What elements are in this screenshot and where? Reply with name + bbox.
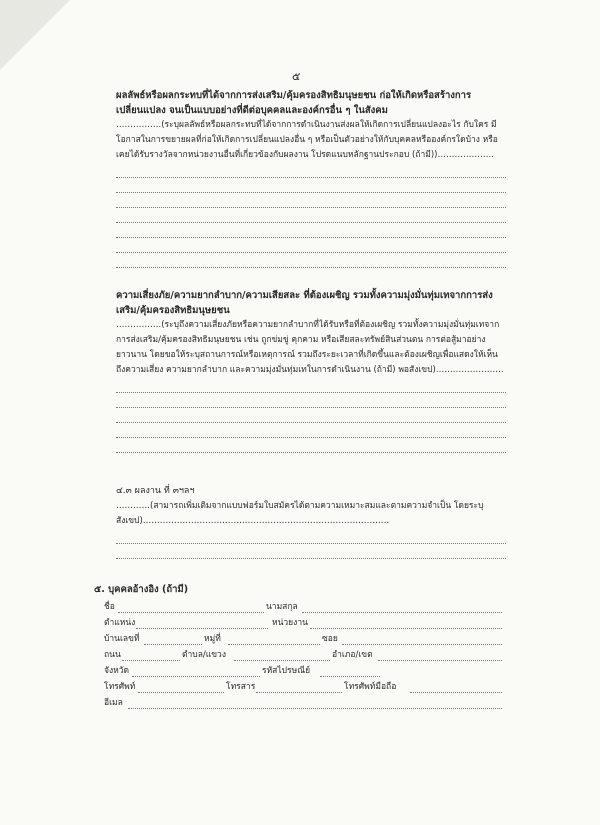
ref-row-name xyxy=(104,599,504,615)
phone-label: โทรศัพท์ xyxy=(104,682,136,692)
road-field[interactable] xyxy=(122,660,180,661)
work-3-heading: ๔.๓ ผลงาน ที่ ๓ฯลฯ xyxy=(116,486,195,496)
answer-line[interactable] xyxy=(116,529,506,544)
answer-line[interactable] xyxy=(116,193,506,208)
postcode-label: รหัสไปรษณีย์ xyxy=(262,666,311,676)
soi-label: ซอย xyxy=(322,634,338,644)
province-field[interactable] xyxy=(132,676,260,677)
ref-row-road xyxy=(104,647,504,663)
mobile-label: โทรศัพท์มือถือ xyxy=(344,682,397,692)
answer-line[interactable] xyxy=(116,178,506,193)
risk-answer-lines xyxy=(116,378,506,453)
fax-label: โทรสาร xyxy=(226,682,256,692)
postcode-field[interactable] xyxy=(320,676,380,677)
ref-row-position xyxy=(104,615,504,631)
moo-label: หมู่ที่ xyxy=(204,634,221,644)
soi-field[interactable] xyxy=(342,644,502,645)
answer-line[interactable] xyxy=(116,393,506,408)
surname-label: นามสกุล xyxy=(266,602,298,612)
risk-heading: ความเสี่ยงภัย/ความยากลำบาก/ความเสียสละ ที่ต้องเผชิญ รวมทั้งความมุ่งมั่นทุ่มเทจากการส่งเสริม/คุ้มครองสิทธิมนุษยชน xyxy=(116,290,493,316)
answer-line[interactable] xyxy=(116,408,506,423)
reference-section xyxy=(94,582,506,711)
answer-line[interactable] xyxy=(116,544,506,559)
position-field[interactable] xyxy=(136,628,268,629)
phone-field[interactable] xyxy=(138,692,224,693)
email-label: อีเมล xyxy=(104,698,123,708)
page-number: ๕ xyxy=(292,70,301,83)
agency-field[interactable] xyxy=(310,628,502,629)
folded-corner xyxy=(0,0,70,70)
outcome-answer-lines xyxy=(116,163,506,268)
ref-row-province xyxy=(104,663,504,679)
answer-line[interactable] xyxy=(116,378,506,393)
name-field[interactable] xyxy=(118,612,264,613)
work-3-section xyxy=(116,484,506,559)
outcome-heading: ผลลัพธ์หรือผลกระทบที่ได้จากการส่งเสริม/คุ้มครองสิทธิมนุษยชน ก่อให้เกิดหรือสร้างการเปลี่ยนแปลง จนเป็นแบบอย่างที่ดีต่อบุคคลและองค์กรอื่น ๆ ในสังคม xyxy=(116,90,472,116)
answer-line[interactable] xyxy=(116,223,506,238)
work-3-instruction: …………(สามารถเพิ่มเติมจากแบบฟอร์มใบสมัครได้ตามความเหมาะสมและตามความจำเป็น โดยระบุสังเขป)…………………………………………………………………………… xyxy=(116,501,484,526)
reference-title: ๕. บุคคลอ้างอิง (ถ้ามี) xyxy=(94,584,189,595)
answer-line[interactable] xyxy=(116,438,506,453)
house-no-field[interactable] xyxy=(144,644,202,645)
answer-line[interactable] xyxy=(116,253,506,268)
house-no-label: บ้านเลขที่ xyxy=(104,634,140,644)
moo-field[interactable] xyxy=(228,644,320,645)
ref-row-phone xyxy=(104,679,504,695)
road-label: ถนน xyxy=(104,650,121,660)
fax-field[interactable] xyxy=(256,692,342,693)
subdistrict-label: ตำบล/แขวง xyxy=(182,650,226,660)
outcome-section xyxy=(116,88,506,268)
province-label: จังหวัด xyxy=(104,666,130,676)
ref-row-email xyxy=(104,695,504,711)
position-label: ตำแหน่ง xyxy=(104,618,136,628)
district-field[interactable] xyxy=(378,660,502,661)
name-label: ชื่อ xyxy=(104,602,115,612)
surname-field[interactable] xyxy=(302,612,502,613)
outcome-instruction: …………….(ระบุผลลัพธ์หรือผลกระทบที่ได้จากการดำเนินงานส่งผลให้เกิดการเปลี่ยนแปลงอะไร กับใคร มีโอกาสในการขยายผลที่ก่อให้เกิดการเปลี่ยนแปลงอื่น ๆ หรือเป็นตัวอย่างให้กับบุคคลหรือองค์กรใดบ้าง หรือเคยได้รับรางวัลจากหน่วยงานอื่นที่เกี่ยวข้องกับผลงาน โปรดแนบหลักฐานประกอบ (ถ้ามี))……………….. xyxy=(116,120,498,160)
risk-instruction: …………….(ระบุถึงความเสี่ยงภัยหรือความยากลำบากที่ได้รับหรือที่ต้องเผชิญ รวมทั้งความมุ่งมั่นทุ่มเทจากการส่งเสริม/คุ้มครองสิทธิมนุษยชน เช่น ถูกข่มขู่ คุกคาม หรือเสียสละทรัพย์สินส่วนตน การต่อสู้มาอย่างยาวนาน โดยขอให้ระบุสถานการณ์หรือเหตุการณ์ รวมถึงระยะเวลาที่เกิดขึ้นและต้องเผชิญเพื่อแสดงให้เห็นถึงความเสี่ยง ความยากลำบาก และความมุ่งมั่นทุ่มเทในการดำเนินงาน (ถ้ามี) พอสังเขป)…………………… xyxy=(116,320,504,375)
answer-line[interactable] xyxy=(116,208,506,223)
answer-line[interactable] xyxy=(116,238,506,253)
risk-section xyxy=(116,288,506,453)
subdistrict-field[interactable] xyxy=(234,660,330,661)
ref-row-address xyxy=(104,631,504,647)
answer-line[interactable] xyxy=(116,423,506,438)
agency-label: หน่วยงาน xyxy=(272,618,308,628)
email-field[interactable] xyxy=(128,708,502,709)
district-label: อำเภอ/เขต xyxy=(332,650,373,660)
mobile-field[interactable] xyxy=(410,692,502,693)
answer-line[interactable] xyxy=(116,163,506,178)
